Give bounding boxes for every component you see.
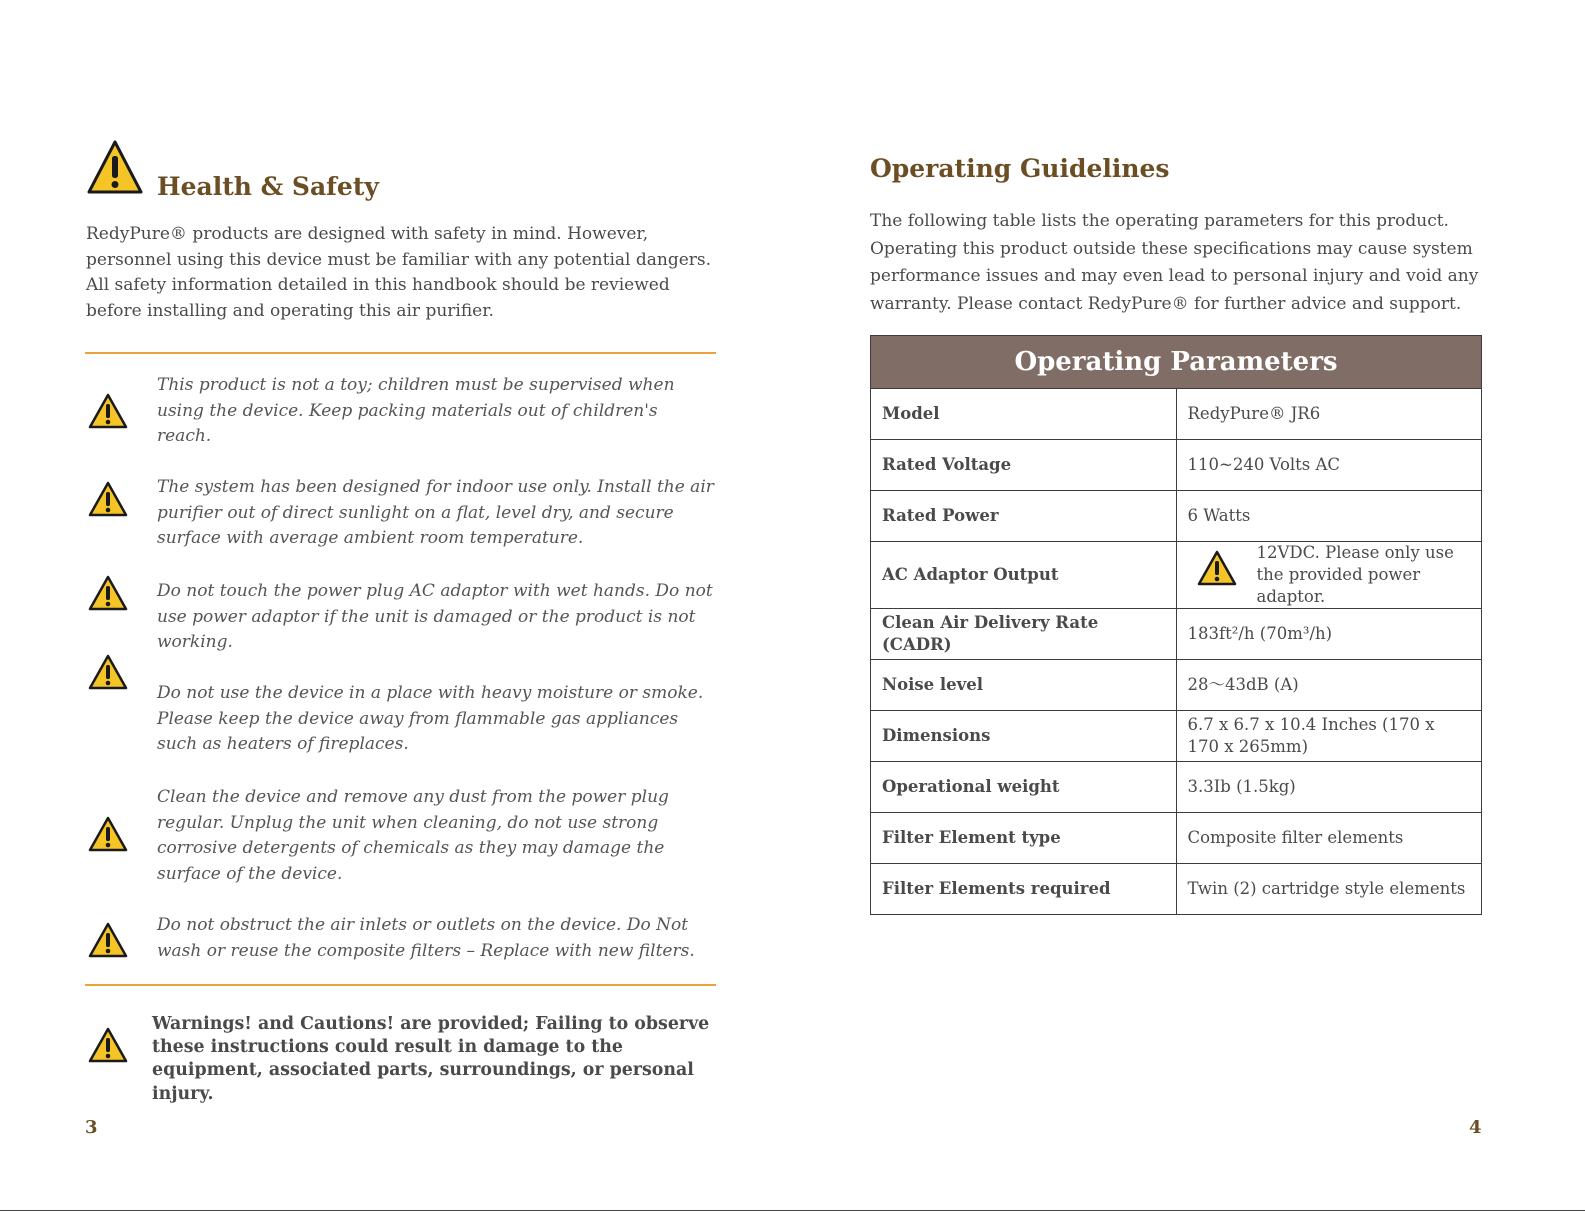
- warning-triangle-icon: [86, 139, 144, 197]
- operating-parameters-table: [870, 335, 1482, 915]
- param-label: Filter Element type: [871, 813, 1177, 864]
- param-value: 3.3Ib (1.5kg): [1176, 762, 1482, 813]
- table-row: [871, 762, 1482, 813]
- left-page: [0, 0, 792, 1210]
- safety-item: This product is not a toy; children must be supervised when using the device. Keep packing materials out of children's reach.: [157, 375, 675, 447]
- table-row: [871, 440, 1482, 491]
- warning-triangle-icon: [88, 1027, 128, 1063]
- table-row: [871, 660, 1482, 711]
- warning-triangle-icon: [88, 575, 128, 611]
- table-row: [871, 813, 1482, 864]
- param-label: Rated Voltage: [871, 440, 1177, 491]
- table-row: [871, 609, 1482, 660]
- param-label: AC Adaptor Output: [871, 542, 1177, 609]
- param-value: Twin (2) cartridge style elements: [1176, 864, 1482, 915]
- safety-item: Do not touch the power plug AC adaptor with wet hands. Do not use power adaptor if the unit is damaged or the product is not working.: [157, 581, 713, 653]
- param-value: 183ft²/h (70m³/h): [1176, 609, 1482, 660]
- warning-triangle-icon: [88, 816, 128, 852]
- table-row: [871, 491, 1482, 542]
- divider: [85, 984, 716, 986]
- param-label: Operational weight: [871, 762, 1177, 813]
- operating-guidelines-intro: The following table lists the operating parameters for this product. Operating this product outside these specifications may cause system performance issues and may even lead to personal injury and void any warranty. Please contact RedyPure® for further advice and support.: [870, 211, 1479, 314]
- param-label: Filter Elements required: [871, 864, 1177, 915]
- page-number: 4: [1469, 1117, 1482, 1138]
- warning-triangle-icon: [88, 654, 128, 690]
- operating-guidelines-title: Operating Guidelines: [870, 154, 1170, 183]
- param-label: Dimensions: [871, 711, 1177, 762]
- page-bottom-rule: [0, 1210, 1585, 1211]
- param-label: Clean Air Delivery Rate (CADR): [871, 609, 1177, 660]
- param-value: Composite filter elements: [1176, 813, 1482, 864]
- table-row: [871, 711, 1482, 762]
- safety-item: Clean the device and remove any dust from the power plug regular. Unplug the unit when cleaning, do not use strong corrosive detergents of chemicals as they may damage the surface of the device.: [157, 787, 669, 884]
- health-safety-title: Health & Safety: [157, 172, 379, 201]
- safety-item: Do not use the device in a place with heavy moisture or smoke. Please keep the device away from flammable gas appliances such as heaters of fireplaces.: [157, 683, 704, 755]
- table-header: Operating Parameters: [871, 336, 1482, 389]
- warning-triangle-icon: [88, 922, 128, 958]
- safety-item: Do not obstruct the air inlets or outlets on the device. Do Not wash or reuse the composite filters – Replace with new filters.: [157, 915, 695, 961]
- param-label: Model: [871, 389, 1177, 440]
- warnings-cautions-note: Warnings! and Cautions! are provided; Failing to observe these instructions could result in damage to the equipment, associated parts, surroundings, or personal injury.: [152, 1014, 710, 1104]
- param-label: Rated Power: [871, 491, 1177, 542]
- warning-triangle-icon: [88, 481, 128, 517]
- param-value: 12VDC. Please only use the provided power adaptor.: [1256, 543, 1454, 606]
- table-row: [871, 389, 1482, 440]
- warning-triangle-icon: [88, 393, 128, 429]
- warning-triangle-icon: [1197, 550, 1237, 586]
- page-number: 3: [85, 1117, 98, 1138]
- param-value: 6.7 x 6.7 x 10.4 Inches (170 x 170 x 265mm): [1176, 711, 1482, 762]
- param-value-cell: [1176, 542, 1482, 609]
- param-value: RedyPure® JR6: [1176, 389, 1482, 440]
- divider: [85, 352, 716, 354]
- param-value: 28～43dB (A): [1176, 660, 1482, 711]
- health-safety-intro: RedyPure® products are designed with safety in mind. However, personnel using this device must be familiar with any potential dangers. All safety information detailed in this handbook should be reviewed before installing and operating this air purifier.: [86, 224, 712, 321]
- safety-item: The system has been designed for indoor use only. Install the air purifier out of direct sunlight on a flat, level dry, and secure surface with average ambient room temperature.: [157, 477, 714, 549]
- param-value: 6 Watts: [1176, 491, 1482, 542]
- param-value: 110~240 Volts AC: [1176, 440, 1482, 491]
- right-page: [792, 0, 1585, 1210]
- table-row: [871, 542, 1482, 609]
- table-row: [871, 864, 1482, 915]
- param-label: Noise level: [871, 660, 1177, 711]
